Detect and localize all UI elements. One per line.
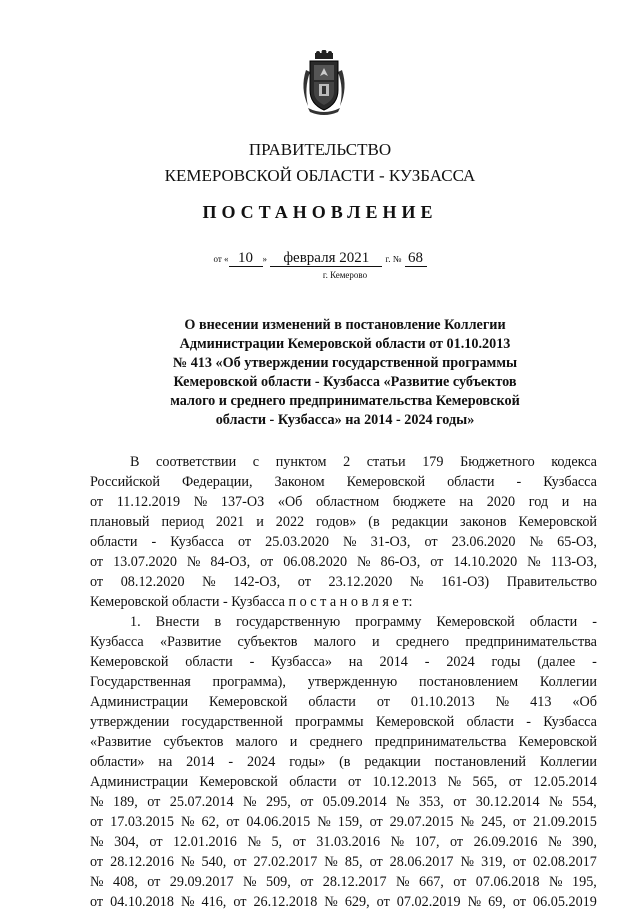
word: 06.08.2020 [283, 554, 348, 570]
word: программы [295, 714, 364, 730]
word: - [592, 654, 597, 670]
word: 2 [343, 454, 351, 470]
word: 2021 [215, 514, 245, 530]
word: 02.08.2017 [533, 854, 597, 870]
word: от [260, 554, 274, 570]
word: 2024 [446, 654, 475, 670]
title-line: области - Кузбасса» на 2014 - 2024 годы» [215, 412, 475, 428]
word: от [292, 834, 306, 850]
body-line [90, 572, 597, 592]
word: № [90, 874, 104, 890]
word: среднего [309, 734, 363, 750]
word: 509, [265, 874, 291, 890]
word: области [529, 614, 578, 630]
body-line [90, 472, 597, 492]
word: Кемеровской [346, 474, 426, 490]
coat-of-arms-icon [298, 50, 350, 116]
word: Государственная [90, 674, 191, 690]
word: Бюджетного [460, 454, 535, 470]
word: № [396, 874, 410, 890]
word: № [343, 534, 357, 550]
word: Кузбасса» [271, 654, 332, 670]
document-number: 68 [405, 250, 427, 267]
word: области [90, 534, 138, 550]
word: № [202, 574, 216, 590]
word: Кемеровской [518, 734, 597, 750]
word: 189, [112, 794, 138, 810]
word: 13.07.2020 [113, 554, 177, 570]
word: № [90, 834, 104, 850]
word: от [430, 554, 444, 570]
word: 84-ОЗ, [210, 554, 251, 570]
word: и [256, 514, 264, 530]
word: 28.06.2017 [389, 854, 454, 870]
word: Кемеровской [209, 694, 288, 710]
word: и [561, 494, 570, 510]
word: утвержденную [307, 674, 398, 690]
government-name-line1: ПРАВИТЕЛЬСТВО [248, 140, 392, 159]
word: - [151, 534, 157, 550]
body-line [90, 892, 597, 912]
word: от [147, 874, 161, 890]
word: № [324, 894, 338, 910]
word: от [238, 534, 252, 550]
date-day: 10 [229, 250, 263, 267]
word: бюджете [392, 494, 446, 510]
word: - [516, 474, 522, 490]
word: от [508, 774, 522, 790]
word: области [308, 694, 356, 710]
word: 31.03.2016 [316, 834, 381, 850]
word: от [376, 694, 390, 710]
word: 304, [114, 834, 139, 850]
word: 2024 [246, 754, 276, 770]
word: законов [460, 514, 507, 530]
word: № [324, 854, 338, 870]
word: № [180, 854, 195, 870]
word: 08.12.2020 [120, 574, 185, 590]
word: Законом [274, 474, 325, 490]
word: 23.12.2020 [328, 574, 393, 590]
word: годы [491, 654, 521, 670]
word: от [300, 874, 314, 890]
word: 65-ОЗ, [557, 534, 597, 550]
word: «Об [277, 494, 303, 510]
word: 195, [572, 874, 597, 890]
word: от [90, 494, 104, 510]
word: 29.09.2017 [169, 874, 234, 890]
word: 26.09.2016 [473, 834, 538, 850]
body-line [90, 632, 597, 652]
title-line: Кемеровской области - Кузбасса «Развитие субъектов [173, 374, 517, 390]
word: на [459, 494, 474, 510]
word: год [528, 494, 549, 510]
word: предпринимательства [374, 734, 507, 750]
word: 667, [419, 874, 444, 890]
word: 2014 [379, 654, 408, 670]
word: малого [235, 734, 278, 750]
word: 28.12.2017 [322, 874, 387, 890]
body-line [90, 652, 597, 672]
word: от [453, 874, 467, 890]
date-suffix: г. № [385, 254, 402, 264]
word: Администрации [90, 774, 189, 790]
body-line [90, 772, 597, 792]
word: от [376, 894, 390, 910]
word: 2014 [186, 754, 215, 770]
word: 26.12.2018 [253, 894, 318, 910]
word: от [90, 574, 104, 590]
word: 31-ОЗ, [370, 534, 411, 550]
word: субъектов [163, 734, 224, 750]
word: от [512, 854, 526, 870]
body-line [90, 692, 597, 712]
word: Российской [90, 474, 160, 490]
word: 07.06.2018 [475, 874, 540, 890]
word: Кузбасса [90, 634, 144, 650]
word: 05.09.2014 [322, 794, 387, 810]
body-line [90, 832, 597, 852]
word: - [424, 654, 430, 670]
word: статьи [366, 454, 406, 470]
word: 14.10.2020 [453, 554, 518, 570]
word: Администрации [90, 694, 189, 710]
word: 2020 [486, 494, 516, 510]
word: № [247, 834, 261, 850]
word: от [149, 834, 163, 850]
word: 161-ОЗ) [441, 574, 490, 590]
word: годы» [289, 754, 326, 770]
word: от [300, 794, 314, 810]
word: Федерации, [181, 474, 253, 490]
word: от [369, 814, 383, 830]
body-line [90, 672, 597, 692]
word: 629, [344, 894, 370, 910]
word: Кемеровской [90, 654, 169, 670]
date-month-year: февраля 2021 [270, 250, 382, 267]
word: редакции [391, 514, 449, 530]
word: от [369, 854, 383, 870]
word: - [228, 754, 234, 770]
word: 159, [337, 814, 363, 830]
word: от [90, 554, 104, 570]
word: от [347, 774, 362, 790]
word: 07.02.2019 [396, 894, 461, 910]
word: от [297, 574, 311, 590]
word: № [193, 494, 208, 510]
body-line [90, 872, 597, 892]
body-line [90, 512, 597, 532]
word: области [466, 714, 514, 730]
word: № [529, 534, 544, 550]
word: области [185, 654, 233, 670]
word: 245, [481, 814, 506, 830]
word: № [549, 874, 563, 890]
word: 01.10.2013 [410, 694, 475, 710]
word: 12.05.2014 [533, 774, 597, 790]
body-line: Кемеровской области - Кузбасса п о с т а н о в л я е т: [90, 594, 413, 610]
word: Кузбасса [543, 714, 597, 730]
title-line: О внесении изменений в постановление Коллегии [184, 317, 506, 333]
word: от [226, 814, 240, 830]
word: 413 [530, 694, 552, 710]
word: № [460, 854, 475, 870]
word: - [526, 714, 531, 730]
word: 107, [414, 834, 440, 850]
word: Внести [155, 614, 200, 630]
word: государственную [236, 614, 341, 630]
body-line [90, 712, 597, 732]
document-body [90, 452, 597, 912]
word: редакции [364, 754, 421, 770]
word: на [348, 654, 363, 670]
word: области [447, 474, 495, 490]
word: № [243, 794, 257, 810]
word: 17.03.2015 [110, 814, 174, 830]
date-line [0, 250, 640, 267]
word: предпринимательства [465, 634, 597, 650]
body-line [90, 532, 597, 552]
word: от [512, 814, 526, 830]
word: постановлений [434, 754, 526, 770]
word: 137-ОЗ [220, 494, 265, 510]
word: 30.12.2014 [475, 794, 540, 810]
word: 295, [265, 794, 291, 810]
word: № [467, 894, 482, 910]
word: - [249, 654, 255, 670]
word: на [582, 494, 597, 510]
word: 408, [112, 874, 138, 890]
word: 10.12.2013 [372, 774, 437, 790]
word: 27.02.2017 [253, 854, 318, 870]
word: от [450, 834, 464, 850]
word: Коллегии [539, 674, 597, 690]
word: № [180, 814, 195, 830]
word: № [460, 814, 475, 830]
word: 565, [472, 774, 498, 790]
word: № [409, 574, 424, 590]
word: 23.06.2020 [451, 534, 516, 550]
word: постановлением [419, 674, 519, 690]
word: 1. [130, 614, 141, 630]
word: № [243, 874, 257, 890]
word: 85, [344, 854, 363, 870]
title-line: № 413 «Об утверждении государственной программы [172, 355, 518, 371]
title-line: Администрации Кемеровской области от 01.10.2013 [179, 336, 511, 352]
government-name-line2: КЕМЕРОВСКОЙ ОБЛАСТИ - КУЗБАССА [164, 166, 476, 185]
word: и [289, 734, 298, 750]
word: «Об [572, 694, 597, 710]
body-line [90, 812, 597, 832]
word: № [527, 554, 541, 570]
word: утверждении [90, 714, 170, 730]
body-line [90, 452, 597, 472]
body-line [90, 732, 597, 752]
word: 2022 [275, 514, 305, 530]
word: Правительство [506, 574, 597, 590]
word: от [453, 794, 467, 810]
word: В [130, 454, 140, 470]
word: пунктом [275, 454, 327, 470]
word: и [372, 634, 380, 650]
word: № [447, 774, 462, 790]
word: среднего [395, 634, 450, 650]
word: субъектов [237, 634, 298, 650]
word: программа), [212, 674, 286, 690]
word: 04.10.2018 [110, 894, 174, 910]
word: 142-ОЗ, [233, 574, 281, 590]
word: № [495, 694, 510, 710]
word: № [547, 834, 562, 850]
city: г. Кемерово [322, 270, 368, 280]
word: № [549, 794, 563, 810]
word: 540, [201, 854, 227, 870]
word: 86-ОЗ, [380, 554, 421, 570]
word: 113-ОЗ, [550, 554, 597, 570]
word: в [214, 614, 222, 630]
word: № [390, 834, 405, 850]
word: № [396, 794, 410, 810]
word: 04.06.2015 [246, 814, 311, 830]
word: 11.12.2019 [116, 494, 181, 510]
word: Кемеровской [199, 774, 278, 790]
word: «Развитие [159, 634, 222, 650]
body-line [90, 612, 597, 632]
word: (далее [537, 654, 576, 670]
word: Кузбасса [543, 474, 597, 490]
word: от [233, 854, 247, 870]
word: № [317, 814, 331, 830]
word: области [289, 774, 337, 790]
word: малого [313, 634, 356, 650]
word: от [512, 894, 526, 910]
word: Кузбасса [170, 534, 224, 550]
word: 319, [481, 854, 506, 870]
date-prefix: от « [213, 254, 229, 264]
word: области» [90, 754, 145, 770]
word: с [252, 454, 260, 470]
word: № [356, 554, 371, 570]
word: от [424, 534, 438, 550]
word: 28.12.2016 [110, 854, 174, 870]
date-mid: » [262, 254, 268, 264]
word: 29.07.2015 [389, 814, 454, 830]
word: от [233, 894, 247, 910]
word: № [186, 554, 201, 570]
word: 62, [201, 814, 220, 830]
body-line [90, 752, 597, 772]
word: 5, [271, 834, 283, 850]
word: «Развитие [90, 734, 152, 750]
word: от [90, 894, 104, 910]
word: (в [368, 514, 380, 530]
word: период [161, 514, 204, 530]
word: Коллегии [539, 754, 597, 770]
word: государственной [181, 714, 283, 730]
word: программу [355, 614, 422, 630]
document-title [150, 316, 540, 430]
word: 12.01.2016 [173, 834, 237, 850]
word: - [592, 614, 597, 630]
word: от [147, 794, 161, 810]
title-line: малого и среднего предпринимательства Кемеровской [170, 393, 520, 409]
word: 69, [488, 894, 506, 910]
word: 179 [422, 454, 444, 470]
word: от [90, 814, 104, 830]
body-line [90, 852, 597, 872]
body-line [90, 492, 597, 512]
word: № [90, 794, 104, 810]
body-line [90, 792, 597, 812]
word: Кемеровской [375, 714, 455, 730]
word: 06.05.2019 [533, 894, 597, 910]
word: годов» [316, 514, 357, 530]
word: 554, [572, 794, 597, 810]
word: от [90, 854, 104, 870]
word: кодекса [551, 454, 597, 470]
word: на [158, 754, 173, 770]
word: соответствии [156, 454, 237, 470]
word: 416, [201, 894, 227, 910]
word: плановый [90, 514, 150, 530]
word: (в [339, 754, 351, 770]
body-line [90, 552, 597, 572]
word: 390, [572, 834, 597, 850]
document-type: ПОСТАНОВЛЕНИЕ [202, 202, 438, 222]
word: № [180, 894, 195, 910]
word: Кемеровской [518, 514, 597, 530]
word: областном [316, 494, 380, 510]
word: 25.07.2014 [169, 794, 234, 810]
word: 21.09.2015 [533, 814, 597, 830]
word: 353, [419, 794, 444, 810]
word: Кемеровской [436, 614, 515, 630]
word: 25.03.2020 [265, 534, 329, 550]
